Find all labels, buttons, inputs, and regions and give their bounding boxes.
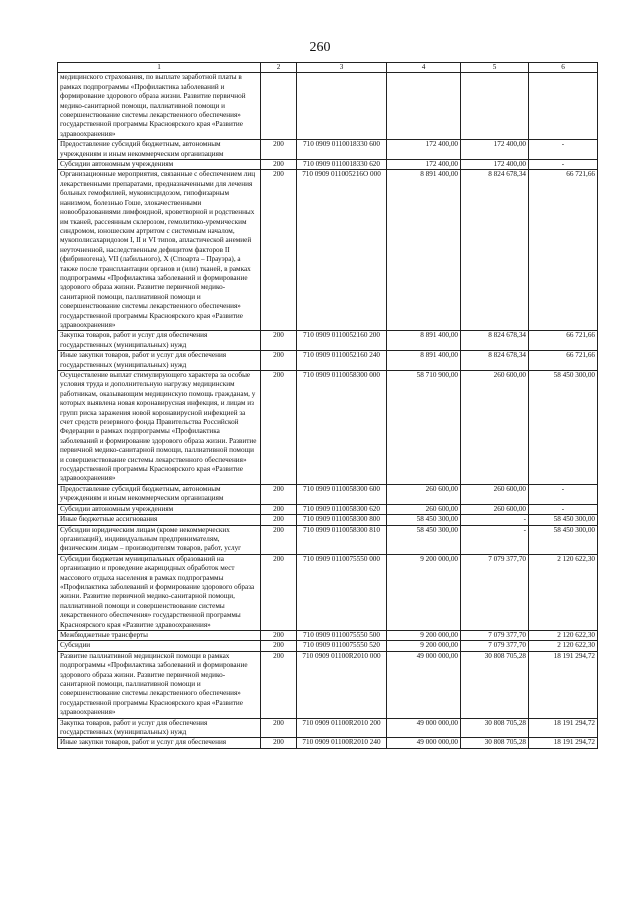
cell-executed: 30 808 705,28 (461, 651, 529, 718)
cell-name: Иные бюджетные ассигнования (58, 515, 261, 525)
cell-code: 710 0909 0110058300 800 (297, 515, 387, 525)
cell-code: 710 0909 0110052160 240 (297, 351, 387, 371)
column-header: 2 (261, 63, 297, 73)
cell-amount: 9 200 000,00 (387, 630, 461, 640)
cell-vid: 200 (261, 351, 297, 371)
table-row (58, 738, 598, 748)
cell-remainder: 18 191 294,72 (529, 718, 598, 738)
cell-amount: 49 000 000,00 (387, 651, 461, 718)
cell-executed: 260 600,00 (461, 504, 529, 514)
cell-executed: 7 079 377,70 (461, 554, 529, 630)
cell-code: 710 0909 0110075550 500 (297, 630, 387, 640)
cell-code: 710 0909 0110018330 620 (297, 160, 387, 170)
cell-remainder (529, 73, 598, 140)
cell-code: 710 0909 0110018330 600 (297, 140, 387, 160)
table-row (58, 170, 598, 331)
cell-remainder: 58 450 300,00 (529, 371, 598, 485)
cell-name: Предоставление субсидий бюджетным, автономным учреждениям и иным некоммерческим организациям (58, 140, 261, 160)
cell-code: 710 0909 0110058300 000 (297, 371, 387, 485)
cell-vid (261, 73, 297, 140)
cell-executed: 260 600,00 (461, 484, 529, 504)
cell-executed: 8 824 678,34 (461, 351, 529, 371)
cell-name: Субсидии автономным учреждениям (58, 504, 261, 514)
cell-remainder: - (529, 160, 598, 170)
cell-amount: 9 200 000,00 (387, 554, 461, 630)
cell-executed: 7 079 377,70 (461, 630, 529, 640)
cell-code: 710 0909 0110058300 600 (297, 484, 387, 504)
cell-vid: 200 (261, 525, 297, 554)
cell-amount: 260 600,00 (387, 484, 461, 504)
cell-amount: 58 710 900,00 (387, 371, 461, 485)
cell-vid: 200 (261, 170, 297, 331)
cell-remainder: 58 450 300,00 (529, 525, 598, 554)
cell-code: 710 0909 0110075550 520 (297, 641, 387, 651)
table-row (58, 371, 598, 485)
header-row (58, 63, 598, 73)
cell-executed: 30 808 705,28 (461, 738, 529, 748)
cell-amount: 172 400,00 (387, 160, 461, 170)
cell-code: 710 0909 01100R2010 240 (297, 738, 387, 748)
column-header: 3 (297, 63, 387, 73)
cell-name: Закупка товаров, работ и услуг для обеспечения государственных (муниципальных) нужд (58, 718, 261, 738)
cell-code: 710 0909 0110075550 000 (297, 554, 387, 630)
cell-vid: 200 (261, 554, 297, 630)
cell-name: Субсидии автономным учреждениям (58, 160, 261, 170)
cell-code: 710 0909 0110058300 810 (297, 525, 387, 554)
cell-vid: 200 (261, 331, 297, 351)
cell-amount: 58 450 300,00 (387, 525, 461, 554)
column-header: 5 (461, 63, 529, 73)
cell-remainder: 66 721,66 (529, 331, 598, 351)
cell-vid: 200 (261, 484, 297, 504)
cell-vid: 200 (261, 718, 297, 738)
cell-amount (387, 73, 461, 140)
cell-name: медицинского страхования, по выплате заработной платы в рамках подпрограммы «Профилактика заболеваний и формирование здорового образа жизни. Развитие первичной медико-санитарной помощи, паллиативной помощи и совершенствование системы лекарственного обеспечения» государственной программы Красноярского края «Развитие здравоохранения» (58, 73, 261, 140)
cell-amount: 8 891 400,00 (387, 170, 461, 331)
table-row (58, 73, 598, 140)
cell-executed: 260 600,00 (461, 371, 529, 485)
table-row (58, 718, 598, 738)
cell-amount: 260 600,00 (387, 504, 461, 514)
cell-code: 710 0909 011005216О 000 (297, 170, 387, 331)
table-row (58, 641, 598, 651)
table-row (58, 515, 598, 525)
cell-remainder: - (529, 484, 598, 504)
cell-remainder: - (529, 140, 598, 160)
cell-code: 710 0909 01100R2010 000 (297, 651, 387, 718)
cell-executed: 172 400,00 (461, 140, 529, 160)
cell-name: Межбюджетные трансферты (58, 630, 261, 640)
cell-code (297, 73, 387, 140)
table-row (58, 554, 598, 630)
table-row (58, 331, 598, 351)
budget-table (57, 62, 598, 749)
cell-remainder: 2 120 622,30 (529, 641, 598, 651)
cell-executed (461, 73, 529, 140)
cell-executed: 8 824 678,34 (461, 170, 529, 331)
cell-remainder: 2 120 622,30 (529, 630, 598, 640)
cell-vid: 200 (261, 515, 297, 525)
cell-name: Закупка товаров, работ и услуг для обеспечения государственных (муниципальных) нужд (58, 331, 261, 351)
table-row (58, 484, 598, 504)
cell-amount: 8 891 400,00 (387, 331, 461, 351)
cell-executed: 30 808 705,28 (461, 718, 529, 738)
cell-remainder: 58 450 300,00 (529, 515, 598, 525)
cell-amount: 49 000 000,00 (387, 738, 461, 748)
cell-amount: 172 400,00 (387, 140, 461, 160)
cell-vid: 200 (261, 504, 297, 514)
cell-executed: - (461, 525, 529, 554)
table-body (58, 73, 598, 748)
cell-vid: 200 (261, 738, 297, 748)
table-row (58, 630, 598, 640)
cell-code: 710 0909 0110058300 620 (297, 504, 387, 514)
cell-remainder: 18 191 294,72 (529, 738, 598, 748)
column-header: 6 (529, 63, 598, 73)
cell-amount: 8 891 400,00 (387, 351, 461, 371)
cell-vid: 200 (261, 160, 297, 170)
column-header: 4 (387, 63, 461, 73)
cell-amount: 9 200 000,00 (387, 641, 461, 651)
cell-name: Субсидии юридическим лицам (кроме некоммерческих организаций), индивидуальным предпринимателям, физическим лицам – производителям товаров, работ, услуг (58, 525, 261, 554)
cell-name: Развитие паллиативной медицинской помощи в рамках подпрограммы «Профилактика заболеваний и формирование здорового образа жизни. Развитие первичной медико-санитарной помощи, паллиативной помощи и совершенствование системы лекарственного обеспечения» государственной программы Красноярского края «Развитие здравоохранения» (58, 651, 261, 718)
cell-name: Субсидии бюджетам муниципальных образований на организацию и проведение акарицидных обработок мест массового отдыха населения в рамках подпрограммы «Профилактика заболеваний и формирование здорового образа жизни. Развитие первичной медико-санитарной помощи, паллиативной помощи и совершенствование системы лекарственного обеспечения» государственной программы Красноярского края «Развитие здравоохранения» (58, 554, 261, 630)
table-row (58, 140, 598, 160)
cell-code: 710 0909 0110052160 200 (297, 331, 387, 351)
cell-remainder: - (529, 504, 598, 514)
cell-name: Предоставление субсидий бюджетным, автономным учреждениям и иным некоммерческим организациям (58, 484, 261, 504)
column-header: 1 (58, 63, 261, 73)
table-row (58, 525, 598, 554)
cell-name: Субсидии (58, 641, 261, 651)
table-row (58, 160, 598, 170)
cell-remainder: 2 120 622,30 (529, 554, 598, 630)
cell-vid: 200 (261, 641, 297, 651)
cell-name: Иные закупки товаров, работ и услуг для обеспечения (58, 738, 261, 748)
cell-amount: 49 000 000,00 (387, 718, 461, 738)
cell-code: 710 0909 01100R2010 200 (297, 718, 387, 738)
cell-executed: 172 400,00 (461, 160, 529, 170)
cell-remainder: 18 191 294,72 (529, 651, 598, 718)
cell-executed: 7 079 377,70 (461, 641, 529, 651)
cell-name: Организационные мероприятия, связанные с обеспечением лиц лекарственными препаратами, предназначенными для лечения больных гемофилией, муковисцидозом, гипофизарным нанизмом, болезнью Гоше, злокачественными новообразованиями лимфоидной, кроветворной и родственных им тканей, рассеянным склерозом, гемолитико-уремическим синдромом, юношеским артритом с системным началом, мукополисахаридозом I, II и VI типов, апластической анемией неуточненной, наследственным дефицитом факторов II (фибриногена), VII (лабильного), X (Стюарта – Прауэра), а также после трансплантации органов и (или) тканей, в рамках подпрограммы «Профилактика заболеваний и формирование здорового образа жизни. Развитие первичной медико-санитарной помощи, паллиативной помощи и совершенствование системы лекарственного обеспечения» государственной программы Красноярского края «Развитие здравоохранения» (58, 170, 261, 331)
table-row (58, 651, 598, 718)
cell-name: Осуществление выплат стимулирующего характера за особые условия труда и дополнительную нагрузку медицинским работникам, оказывающим медицинскую помощь гражданам, у которых выявлена новая коронавирусная инфекция, и лицам из групп риска заражения новой коронавирусной инфекцией за счет средств резервного фонда Правительства Российской Федерации в рамках подпрограммы «Профилактика заболеваний и формирование здорового образа жизни. Развитие первичной медико-санитарной помощи, паллиативной помощи и совершенствование системы лекарственного обеспечения» государственной программы Красноярского края «Развитие здравоохранения» (58, 371, 261, 485)
page-number: 260 (309, 40, 331, 55)
cell-remainder: 66 721,66 (529, 351, 598, 371)
cell-executed: - (461, 515, 529, 525)
cell-executed: 8 824 678,34 (461, 331, 529, 351)
cell-vid: 200 (261, 140, 297, 160)
table-row (58, 504, 598, 514)
cell-vid: 200 (261, 630, 297, 640)
cell-name: Иные закупки товаров, работ и услуг для обеспечения государственных (муниципальных) нужд (58, 351, 261, 371)
cell-remainder: 66 721,66 (529, 170, 598, 331)
cell-amount: 58 450 300,00 (387, 515, 461, 525)
cell-vid: 200 (261, 651, 297, 718)
table-row (58, 351, 598, 371)
cell-vid: 200 (261, 371, 297, 485)
